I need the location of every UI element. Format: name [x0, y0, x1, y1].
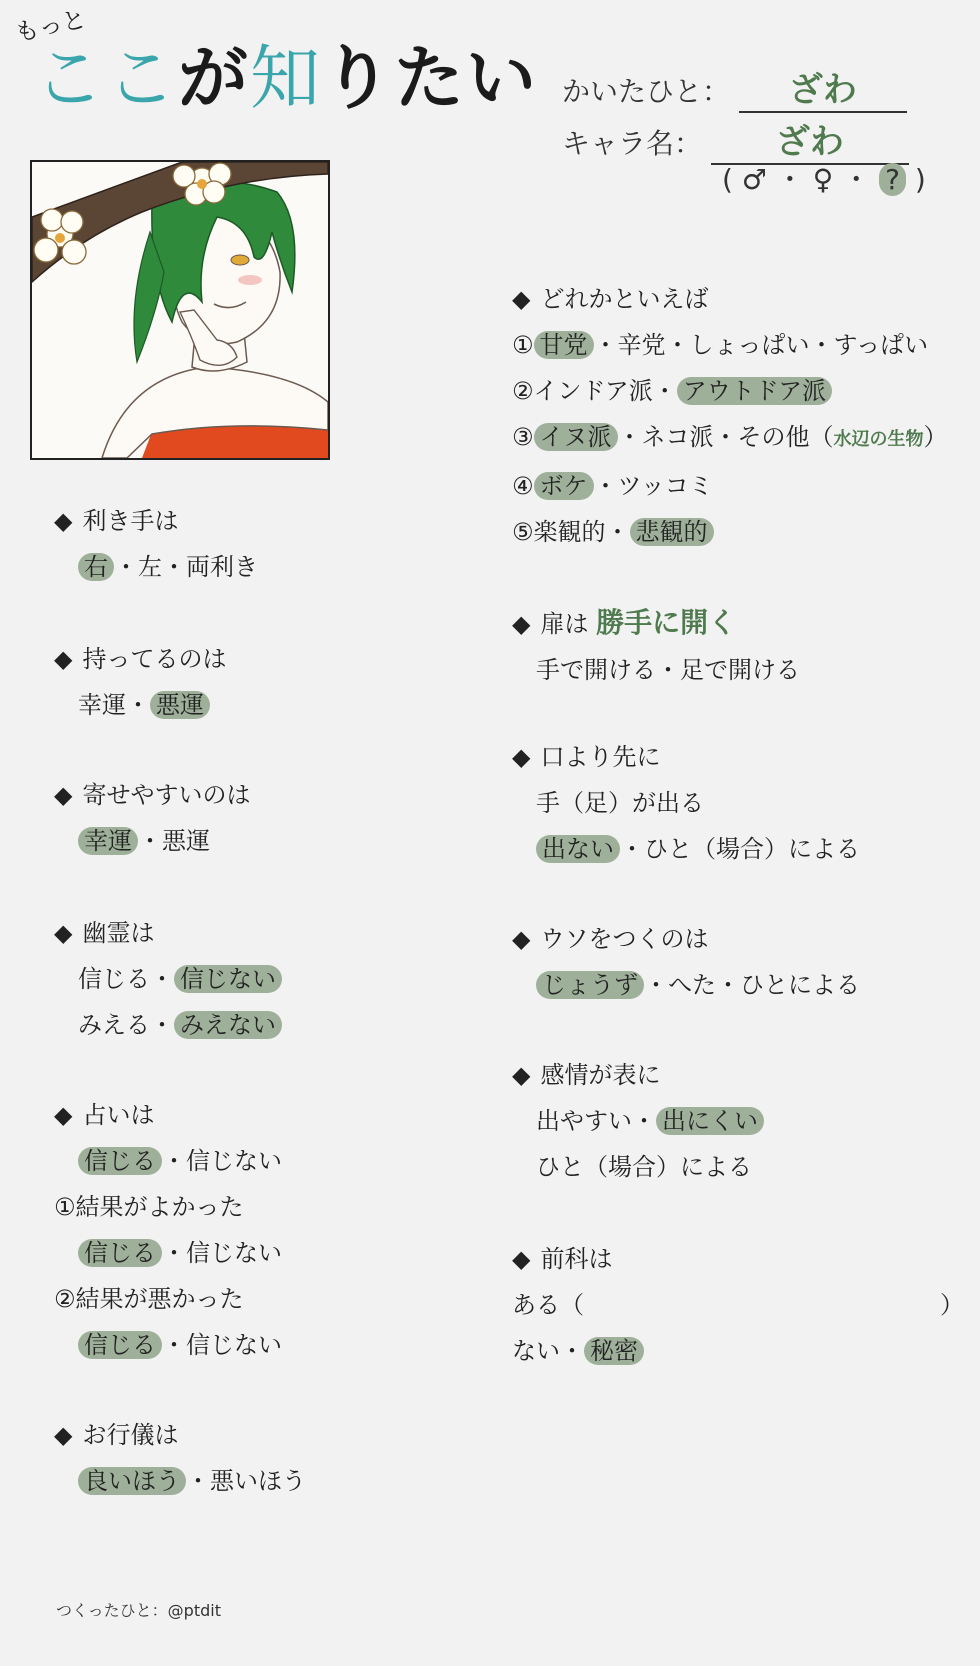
author-value: ざわ — [788, 70, 857, 110]
item-number: ④ — [512, 472, 534, 500]
answer-option: その他（ — [737, 423, 834, 451]
question-heading: ◆ 幽霊は — [54, 910, 282, 956]
answer-option-selected: 秘密 — [584, 1337, 644, 1365]
question-heading: ◆ 利き手は — [54, 498, 258, 544]
answer-option-selected: 出にくい — [656, 1107, 764, 1135]
paren-close: ） — [923, 423, 948, 451]
sub-question: ①結果がよかった — [54, 1193, 244, 1221]
author-label: かいたひと： — [562, 75, 731, 108]
answer-option: 足で開ける — [680, 656, 800, 684]
author-row — [562, 62, 907, 113]
answer-option-selected: 信じる — [78, 1147, 162, 1175]
character-portrait — [30, 160, 330, 460]
question-heading: ◆ どれかといえば — [512, 276, 948, 322]
title-kanji: 知 — [250, 37, 322, 119]
question-manners: ◆ お行儀は 良いほう ・悪いほう — [54, 1412, 306, 1504]
gender-close: ) — [914, 163, 926, 196]
answer-option: 悪運 — [162, 827, 210, 855]
answer-option: 左 — [138, 553, 162, 581]
answer-option: ない — [512, 1337, 560, 1365]
gender-options — [722, 158, 926, 198]
question-heading: ◆ お行儀は — [54, 1412, 306, 1458]
answer-option: 手（足）が出る — [536, 789, 704, 817]
title-rest-2: りたい — [322, 37, 538, 119]
item-number: ③ — [512, 423, 534, 451]
question-luck-held: ◆ 持ってるのは 幸運・ 悪運 — [54, 636, 226, 728]
item-number: ① — [512, 331, 534, 359]
gender-sep-2: ・ — [842, 163, 871, 196]
answer-option: ある（ — [512, 1291, 584, 1319]
character-value: ざわ — [775, 122, 844, 162]
answer-option: 信じない — [186, 1239, 282, 1267]
answer-option-selected: じょうず — [536, 971, 644, 999]
answer-option: ツッコミ — [617, 472, 713, 500]
gender-open: ( — [722, 163, 733, 196]
answer-option-selected: 信じる — [78, 1331, 162, 1359]
question-heading: ◆ 寄せやすいのは — [54, 772, 250, 818]
question-heading: ◆ 占いは — [54, 1092, 282, 1138]
answer-option: みえる — [78, 1011, 150, 1039]
answer-option: 信じない — [186, 1331, 282, 1359]
answer-option: しょっぱい — [689, 331, 810, 359]
answer-option: 楽観的 — [533, 518, 606, 546]
answer-option: 手で開ける — [536, 656, 656, 684]
gender-female: ♀ — [812, 163, 834, 196]
answer-option: ひと（場合）による — [644, 835, 860, 863]
answer-option-selected: 幸運 — [78, 827, 138, 855]
answer-option: へた — [668, 971, 716, 999]
question-heading: ◆ 扉は — [512, 610, 588, 638]
question-heading: ◆ 前科は — [512, 1236, 964, 1282]
answer-option: 辛党 — [617, 331, 666, 359]
question-criminal-record: ◆ 前科は ある（ ） ない・ 秘密 — [512, 1236, 964, 1374]
answer-option-selected: 良いほう — [78, 1467, 186, 1495]
title-prefix: もっと — [12, 4, 89, 48]
answer-option: すっぱい — [833, 331, 929, 359]
question-emotions: ◆ 感情が表に 出やすい・ 出にくい ひと（場合）による — [512, 1052, 764, 1190]
answer-option: ひと（場合）による — [536, 1153, 752, 1181]
question-before-words: ◆ 口より先に 手（足）が出る 出ない ・ひと（場合）による — [512, 734, 860, 872]
answer-option: 信じない — [186, 1147, 282, 1175]
answer-option-selected: 悪運 — [150, 691, 210, 719]
character-label: キャラ名： — [562, 127, 703, 160]
answer-option: 両利き — [186, 553, 258, 581]
answer-option-selected: 出ない — [536, 835, 620, 863]
answer-option: 幸運 — [78, 691, 126, 719]
paren-close: ） — [940, 1291, 964, 1319]
question-luck-attracted: ◆ 寄せやすいのは 幸運 ・悪運 — [54, 772, 250, 864]
answer-option-selected: アウトドア派 — [677, 377, 832, 405]
gender-unknown: ? — [879, 163, 906, 196]
gender-male: ♂ — [741, 163, 767, 196]
question-preferences: ◆ どれかといえば ① 甘党 ・辛党・しょっぱい・すっぱい ②インドア派・ アウトドア派 ③ イヌ派 ・ネコ派・その他（水辺の生物） ④ ボケ ・ツッコミ ⑤楽観的・ 悲観的 — [512, 276, 948, 555]
handwritten-note: 水辺の生物 — [833, 429, 924, 450]
question-heading: ◆ 感情が表に — [512, 1052, 764, 1098]
question-dominant-hand: ◆ 利き手は 右 ・左・両利き — [54, 498, 258, 590]
question-heading: ◆ 口より先に — [512, 734, 860, 780]
author-field — [739, 62, 907, 113]
creator-credit: つくったひと：@ptdit — [56, 1601, 221, 1620]
question-ghosts: ◆ 幽霊は 信じる・ 信じない みえる・ みえない — [54, 910, 282, 1048]
answer-option-selected: 悲観的 — [630, 518, 714, 546]
question-heading: ◆ ウソをつくのは — [512, 916, 860, 962]
item-number: ⑤ — [512, 518, 534, 546]
answer-option: 信じる — [78, 965, 150, 993]
sub-question: ②結果が悪かった — [54, 1285, 244, 1313]
title-rest-1: が — [178, 37, 250, 119]
item-number: ② — [512, 377, 534, 405]
question-doors: ◆ 扉は 勝手に開く 手で開ける・足で開ける — [512, 600, 800, 693]
answer-option-selected: 右 — [78, 553, 114, 581]
answer-option: 出やすい — [536, 1107, 632, 1135]
answer-option: 悪いほう — [210, 1467, 306, 1495]
answer-option-selected: 信じない — [174, 965, 282, 993]
answer-option-selected: 信じる — [78, 1239, 162, 1267]
page-title — [34, 22, 538, 123]
portrait-illustration — [32, 162, 328, 458]
question-lying: ◆ ウソをつくのは じょうず ・へた・ひとによる — [512, 916, 860, 1008]
answer-option: ネコ派 — [641, 423, 714, 451]
title-kana: ここ — [34, 37, 178, 119]
answer-option-selected: ボケ — [534, 472, 594, 500]
gender-sep-1: ・ — [775, 163, 804, 196]
answer-option-selected: イヌ派 — [534, 423, 618, 451]
answer-option-selected: みえない — [174, 1011, 282, 1039]
answer-option: インドア派 — [533, 377, 653, 405]
handwritten-note: 勝手に開く — [596, 606, 737, 639]
answer-option-selected: 甘党 — [534, 331, 594, 359]
answer-option: ひとによる — [740, 971, 860, 999]
question-heading: ◆ 持ってるのは — [54, 636, 226, 682]
question-fortune-telling: ◆ 占いは 信じる ・信じない ①結果がよかった 信じる ・信じない ②結果が悪かった 信じる ・信じない — [54, 1092, 282, 1368]
